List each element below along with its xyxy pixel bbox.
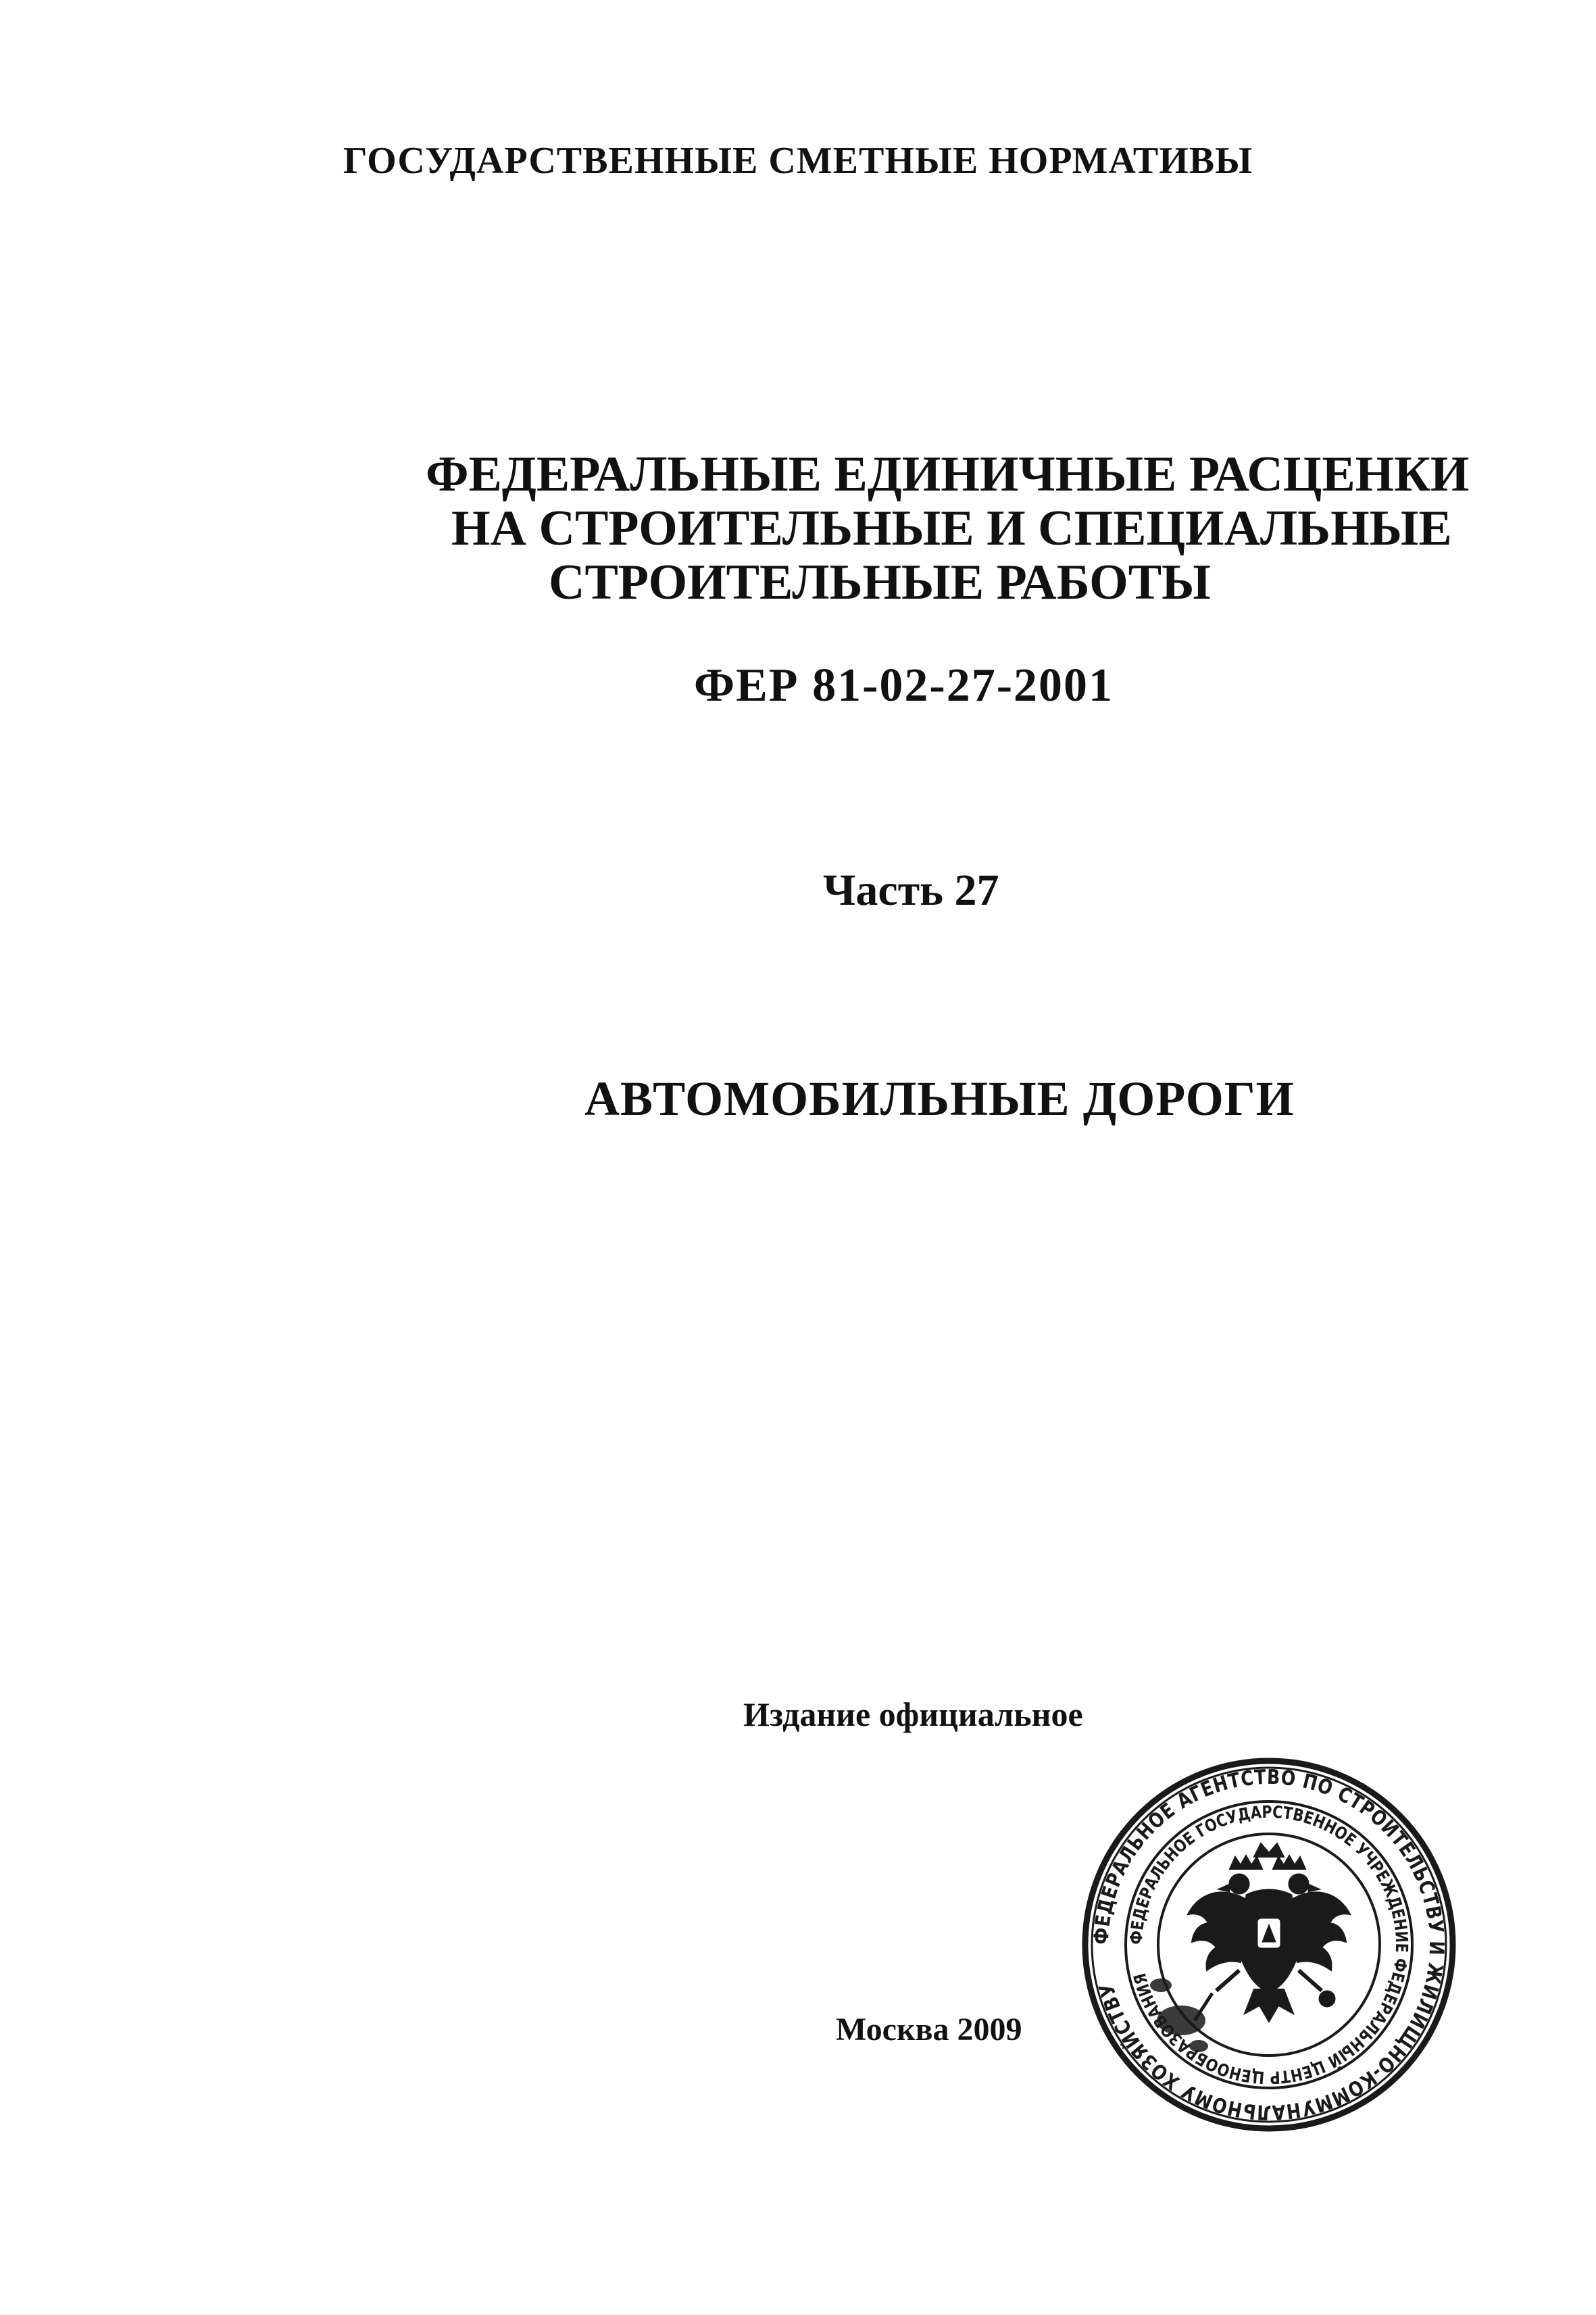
title-line-1: ФЕДЕРАЛЬНЫЕ ЕДИНИЧНЫЕ РАСЦЕНКИ <box>426 447 1470 502</box>
double-headed-eagle-icon <box>1188 1843 1350 2022</box>
part-number: Часть 27 <box>823 866 999 915</box>
title-line-3: СТРОИТЕЛЬНЫЕ РАБОТЫ <box>549 555 1211 610</box>
document-topic: АВТОМОБИЛЬНЫЕ ДОРОГИ <box>584 1072 1295 1126</box>
stamp-outer-text: ФЕДЕРАЛЬНОЕ АГЕНТСТВО ПО СТРОИТЕЛЬСТВУ И ЖИЛИЩНО-КОММУНАЛЬНОМУ ХОЗЯЙСТВУ <box>1089 1765 1449 2124</box>
document-code: ФЕР 81-02-27-2001 <box>694 659 1114 712</box>
official-stamp-icon <box>1080 1756 1458 2134</box>
document-header: ГОСУДАРСТВЕННЫЕ СМЕТНЫЕ НОРМАТИВЫ <box>343 140 1253 182</box>
place-and-year: Москва 2009 <box>836 2012 1022 2047</box>
title-line-2: НА СТРОИТЕЛЬНЫЕ И СПЕЦИАЛЬНЫЕ <box>451 501 1452 556</box>
edition-label: Издание официальное <box>743 1695 1083 1733</box>
stamp-inner-text: ФЕДЕРАЛЬНОЕ ГОСУДАРСТВЕННОЕ УЧРЕЖДЕНИЕ ФЕДЕРАЛЬНЫЙ ЦЕНТР ЦЕНООБРАЗ АНИЯ <box>1126 1801 1412 2088</box>
